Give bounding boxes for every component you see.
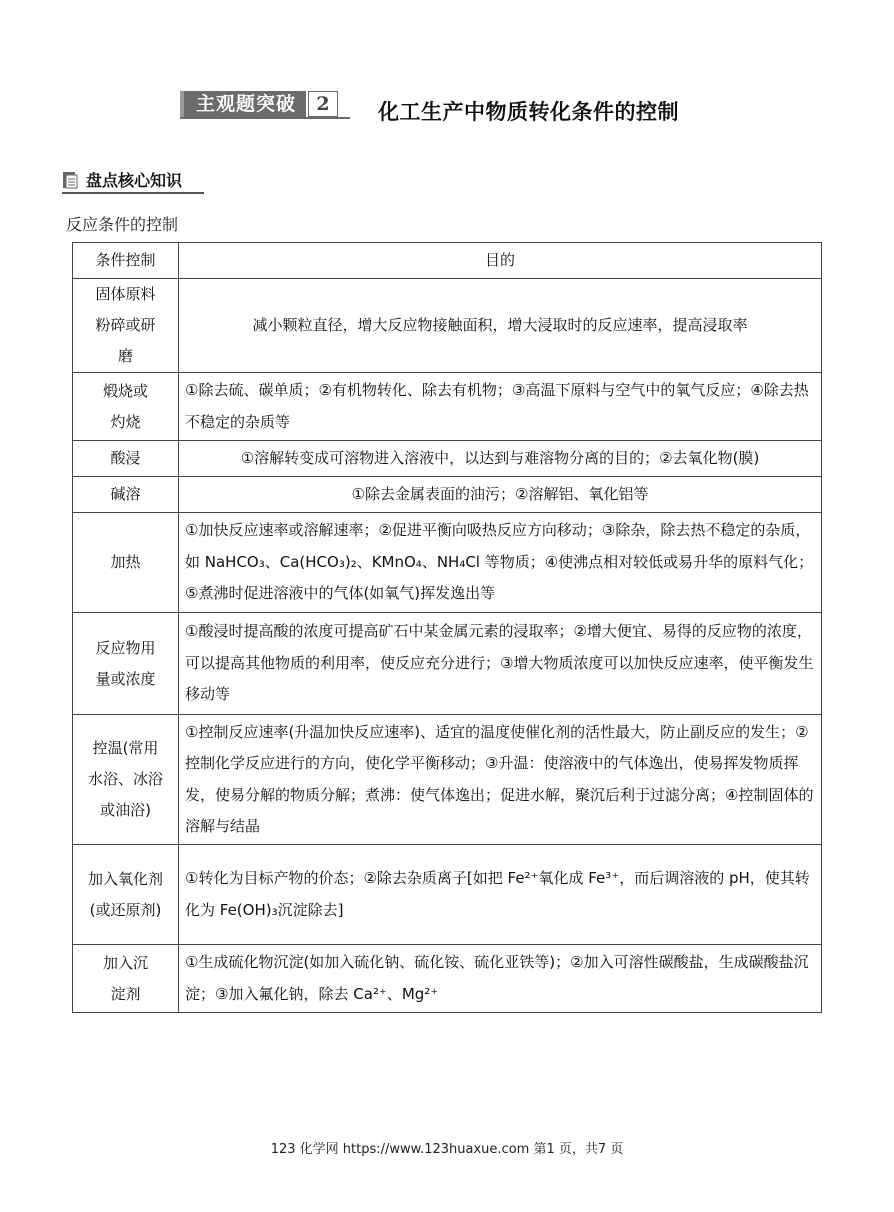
table-row — [73, 279, 822, 373]
section-title: 盘点核心知识 — [86, 171, 183, 190]
condition-cell: 控温(常用水浴、冰浴或油浴) — [73, 715, 179, 845]
badge-number: 2 — [308, 91, 338, 117]
purpose-cell: ①除去金属表面的油污；②溶解铝、氧化铝等 — [179, 477, 822, 513]
table-row — [73, 373, 822, 441]
condition-cell: 反应物用量或浓度 — [73, 613, 179, 715]
purpose-cell: ①转化为目标产物的价态；②除去杂质离子[如把 Fe²⁺氧化成 Fe³⁺，而后调溶液的 pH，使其转化为 Fe(OH)₃沉淀除去] — [179, 845, 822, 945]
page-title: 化工生产中物质转化条件的控制 — [378, 100, 679, 124]
purpose-cell: ①生成硫化物沉淀(如加入硫化钠、硫化铵、硫化亚铁等)；②加入可溶性碳酸盐，生成碳酸盐沉淀；③加入氟化钠，除去 Ca²⁺、Mg²⁺ — [179, 945, 822, 1013]
section-underline — [62, 192, 204, 194]
condition-cell: 加入沉淀剂 — [73, 945, 179, 1013]
table-row — [73, 441, 822, 477]
document-icon — [62, 171, 78, 189]
section-heading — [62, 168, 182, 191]
conditions-table — [72, 242, 822, 1013]
purpose-cell: ①控制反应速率(升温加快反应速率)、适宜的温度使催化剂的活性最大，防止副反应的发生；②控制化学反应进行的方向，使化学平衡移动；③升温：使溶液中的气体逸出，使易挥发物质挥发，使易分解的物质分解；煮沸：使气体逸出；促进水解，聚沉后利于过滤分离；④控制固体的溶解与结晶 — [179, 715, 822, 845]
table-header-row — [73, 243, 822, 279]
table-row — [73, 513, 822, 613]
table-row — [73, 945, 822, 1013]
condition-cell: 加入氧化剂(或还原剂) — [73, 845, 179, 945]
header-purpose: 目的 — [179, 243, 822, 279]
table-row — [73, 613, 822, 715]
condition-cell: 固体原料粉碎或研磨 — [73, 279, 179, 373]
purpose-cell: ①除去硫、碳单质；②有机物转化、除去有机物；③高温下原料与空气中的氧气反应；④除去热不稳定的杂质等 — [179, 373, 822, 441]
purpose-cell: ①加快反应速率或溶解速率；②促进平衡向吸热反应方向移动；③除杂，除去热不稳定的杂质，如 NaHCO₃、Ca(HCO₃)₂、KMnO₄、NH₄Cl 等物质；④使沸点相对较低或易升华的原料气化；⑤煮沸时促进溶液中的气体(如氧气)挥发逸出等 — [179, 513, 822, 613]
badge-label: 主观题突破 — [180, 91, 306, 117]
condition-cell: 碱溶 — [73, 477, 179, 513]
table-row — [73, 715, 822, 845]
badge-underline — [180, 117, 350, 119]
topic-badge — [180, 88, 338, 120]
purpose-cell: 减小颗粒直径，增大反应物接触面积，增大浸取时的反应速率，提高浸取率 — [179, 279, 822, 373]
table-row — [73, 477, 822, 513]
condition-cell: 酸浸 — [73, 441, 179, 477]
subheading: 反应条件的控制 — [66, 215, 179, 234]
header-condition: 条件控制 — [73, 243, 179, 279]
purpose-cell: ①酸浸时提高酸的浓度可提高矿石中某金属元素的浸取率；②增大便宜、易得的反应物的浓度，可以提高其他物质的利用率，使反应充分进行；③增大物质浓度可以加快反应速率，使平衡发生移动等 — [179, 613, 822, 715]
condition-cell: 煅烧或灼烧 — [73, 373, 179, 441]
table-row — [73, 845, 822, 945]
purpose-cell: ①溶解转变成可溶物进入溶液中，以达到与难溶物分离的目的；②去氧化物(膜) — [179, 441, 822, 477]
page-footer: 123 化学网 https://www.123huaxue.com 第1 页，共7 页 — [270, 1142, 624, 1157]
condition-cell: 加热 — [73, 513, 179, 613]
